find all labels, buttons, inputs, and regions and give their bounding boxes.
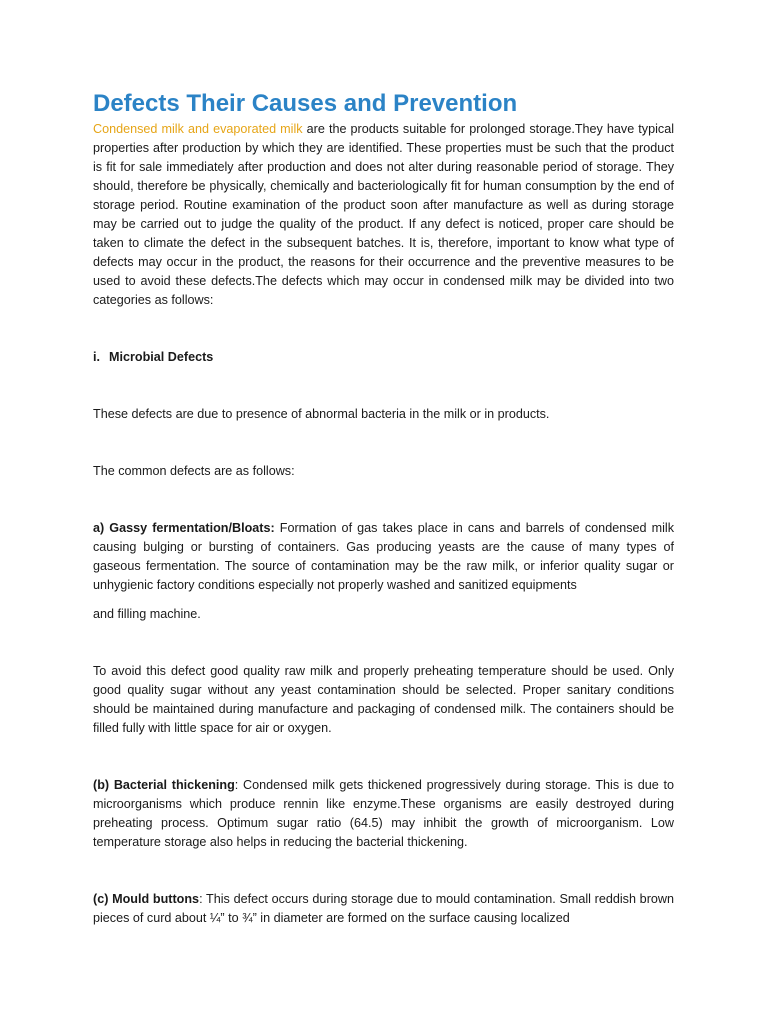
intro-paragraph <box>93 120 674 310</box>
common-defects-intro: The common defects are as follows: <box>93 464 295 478</box>
defect-a-prevention: To avoid this defect good quality raw milk and properly preheating temperature should be used. Only good quality sugar without any yeast contamination should be selected. Proper sanitary conditions should be maintained during manufacture and packaging of condensed milk. The containers should be filled fully with little space for air or oxygen. <box>93 664 674 735</box>
intro-lead: Condensed milk and evaporated milk <box>93 122 303 136</box>
defect-a-label: a) Gassy fermentation/Bloats: <box>93 521 275 535</box>
section-number: i. <box>93 350 100 364</box>
defect-b-paragraph <box>93 776 674 852</box>
section-description: These defects are due to presence of abnormal bacteria in the milk or in products. <box>93 407 550 421</box>
defect-a-text: Formation of gas takes place in cans and barrels of condensed milk causing bulging or bursting of containers. Gas producing yeasts are the cause of many types of gaseous fermentation. The source of contamination may be the raw milk, or inferior quality sugar or unhygienic factory conditions especially not properly washed and sanitized equipments <box>93 521 674 592</box>
defect-b-text: : Condensed milk gets thickened progressively during storage. This is due to microorganisms which produce rennin like enzyme.These organisms are easily destroyed during preheating process. Optimum sugar ratio (64.5) may inhibit the growth of microorganism. Low temperature storage also helps in reducing the bacterial thickening. <box>93 778 674 849</box>
defect-a-paragraph <box>93 519 674 595</box>
section-title: Microbial Defects <box>109 350 214 364</box>
document-page <box>93 88 674 928</box>
defect-c-text: : This defect occurs during storage due to mould contamination. Small reddish brown pieces of curd about ¼” to ¾” in diameter are formed on the surface causing localized <box>93 892 674 925</box>
page-title: Defects Their Causes and Prevention <box>93 90 518 117</box>
defect-a-continuation: and filling machine. <box>93 607 201 621</box>
intro-text: are the products suitable for prolonged storage.They have typical properties after production by which they are identified. These properties must be such that the product is fit for sale immediately after production and does not alter during reasonable period of storage. They should, therefore be physically, chemically and bacteriologically fit for human consumption by the end of storage period. Routine examination of the product soon after manufacture as well as during storage may be carried out to judge the quality of the product. If any defect is noticed, proper care should be taken to climate the defect in the subsequent batches. It is, therefore, important to know what type of defects may occur in the product, the reasons for their occurrence and the preventive measures to be used to avoid these defects.The defects which may occur in condensed milk may be divided into two categories as follows: <box>93 122 675 307</box>
defect-c-label: (c) Mould buttons <box>93 892 200 906</box>
defect-b-label: (b) Bacterial thickening <box>93 778 235 792</box>
section-heading-microbial <box>93 348 674 367</box>
defect-c-paragraph <box>93 890 674 928</box>
